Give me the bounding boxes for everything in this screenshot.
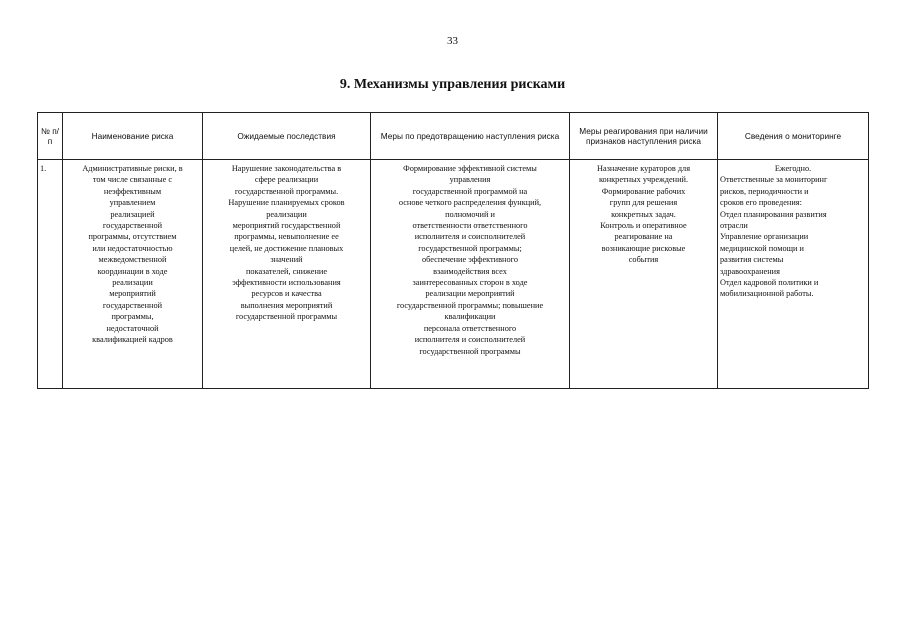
consequences-text-line: эффективности использования bbox=[232, 278, 341, 288]
prevention-text-line: государственной программы; bbox=[418, 243, 522, 253]
response-text-line: Контроль и оперативное bbox=[600, 221, 687, 231]
risk-text-line: государственной bbox=[102, 300, 163, 310]
prevention-text-line: основе четкого распределения функций, bbox=[398, 198, 542, 208]
row-number-cell: 1. bbox=[38, 160, 63, 389]
risk-text-line: квалификацией кадров bbox=[92, 335, 173, 345]
risk-text-line: управлением bbox=[109, 198, 156, 208]
prevention-text-line: квалификации bbox=[444, 312, 496, 322]
monitoring-text-line: мобилизационной работы. bbox=[720, 289, 814, 299]
risk-text-line: недостаточной bbox=[106, 323, 159, 333]
monitoring-text-line: здравоохранения bbox=[720, 266, 780, 276]
prevention-text-line: исполнителя и соисполнителей bbox=[414, 335, 526, 345]
risk-text-line: реализации bbox=[112, 278, 153, 288]
monitoring-text-line: рисков, периодичности и bbox=[720, 186, 809, 196]
consequences-text-line: мероприятий государственной bbox=[232, 221, 341, 231]
response-text-line: возникающие рисковые bbox=[601, 243, 686, 253]
risk-text-line: том числе связанные с bbox=[92, 175, 173, 185]
risk-text-line: межведомственной bbox=[98, 255, 167, 265]
prevention-text-line: государственной программой на bbox=[412, 186, 528, 196]
monitoring-text-line: Управление организации bbox=[720, 232, 809, 242]
header-prevention: Меры по предотвращению наступления риска bbox=[371, 113, 570, 160]
monitoring-text-line: Ответственные за мониторинг bbox=[720, 175, 828, 185]
consequences-text-line: государственной программы. bbox=[234, 186, 339, 196]
response-text-line: групп для решения bbox=[609, 198, 678, 208]
prevention-text-line: исполнителя и соисполнителей bbox=[414, 232, 526, 242]
risk-text-line: Административные риски, в bbox=[82, 164, 183, 173]
risk-management-table bbox=[37, 112, 869, 389]
consequences-text-line: реализации bbox=[266, 209, 307, 219]
prevention-text-line: государственной программы bbox=[419, 346, 521, 356]
monitoring-text-line: Отдел планирования развития bbox=[720, 209, 827, 219]
response-cell bbox=[570, 160, 718, 389]
consequences-text-line: значений bbox=[270, 255, 303, 265]
header-response: Меры реагирования при наличии признаков наступления риска bbox=[570, 113, 718, 160]
monitoring-text-line: Отдел кадровой политики и bbox=[720, 278, 819, 288]
prevention-text-line: ответственности ответственного bbox=[412, 221, 528, 231]
prevention-text-line: полномочий и bbox=[445, 209, 495, 219]
prevention-text-line: Формирование эффективной системы bbox=[403, 164, 537, 173]
response-text-line: Формирование рабочих bbox=[601, 186, 686, 196]
risk-text-line: программы, bbox=[111, 312, 154, 322]
consequences-text-line: государственной программы bbox=[235, 312, 338, 322]
consequences-text-line: ресурсов и качества bbox=[251, 289, 322, 299]
risk-text-line: реализацией bbox=[110, 209, 155, 219]
consequences-text-line: выполнения мероприятий bbox=[240, 300, 333, 310]
consequences-text-line: Нарушение планируемых сроков bbox=[228, 198, 345, 208]
response-text-line: конкретных учреждений. bbox=[598, 175, 689, 185]
consequences-text-line: программы, невыполнение ее bbox=[234, 232, 339, 242]
header-number: № п/ п bbox=[38, 113, 63, 160]
monitoring-text-line: Ежегодно. bbox=[774, 164, 812, 173]
risk-text-line: неэффективным bbox=[103, 186, 162, 196]
header-risk-name: Наименование риска bbox=[63, 113, 203, 160]
header-monitoring: Сведения о мониторинге bbox=[718, 113, 869, 160]
table-row bbox=[38, 160, 869, 389]
consequences-text-line: целей, не достижение плановых bbox=[229, 243, 344, 253]
prevention-text-line: реализации мероприятий bbox=[425, 289, 515, 299]
prevention-text-line: обеспечение эффективного bbox=[422, 255, 518, 265]
monitoring-text-line: развития системы bbox=[720, 255, 784, 265]
consequences-text-line: Нарушение законодательства в bbox=[231, 164, 342, 173]
prevention-text-line: государственной программы; повышение bbox=[396, 300, 544, 310]
response-text-line: события bbox=[628, 255, 659, 265]
risk-text-line: координации в ходе bbox=[97, 266, 168, 276]
risk-text-line: мероприятий bbox=[109, 289, 156, 299]
risk-text-line: программы, отсутствием bbox=[88, 232, 177, 242]
response-text-line: конкретных задач. bbox=[611, 209, 676, 219]
prevention-text-line: персонала ответственного bbox=[423, 323, 517, 333]
monitoring-text-line: отрасли bbox=[720, 221, 748, 231]
consequences-text-line: сфере реализации bbox=[254, 175, 319, 185]
response-text-line: реагирование на bbox=[614, 232, 673, 242]
response-text-line: Назначение кураторов для bbox=[596, 164, 691, 173]
risk-text-line: государственной bbox=[102, 221, 163, 231]
table-header-row bbox=[38, 113, 869, 160]
prevention-cell bbox=[371, 160, 570, 389]
risk-name-cell bbox=[63, 160, 203, 389]
page-number: 33 bbox=[447, 35, 458, 47]
monitoring-cell bbox=[718, 160, 869, 389]
monitoring-text-line: сроков его проведения: bbox=[720, 198, 802, 208]
consequences-text-line: показателей, снижение bbox=[245, 266, 328, 276]
prevention-text-line: взаимодействия всех bbox=[433, 266, 507, 276]
consequences-cell bbox=[203, 160, 371, 389]
section-title: 9. Механизмы управления рисками bbox=[339, 77, 566, 92]
monitoring-text-line: медицинской помощи и bbox=[720, 243, 804, 253]
prevention-text-line: заинтересованных сторон в ходе bbox=[412, 278, 528, 288]
risk-text-line: или недостаточностью bbox=[92, 243, 173, 253]
prevention-text-line: управления bbox=[449, 175, 491, 185]
header-consequences: Ожидаемые последствия bbox=[203, 113, 371, 160]
